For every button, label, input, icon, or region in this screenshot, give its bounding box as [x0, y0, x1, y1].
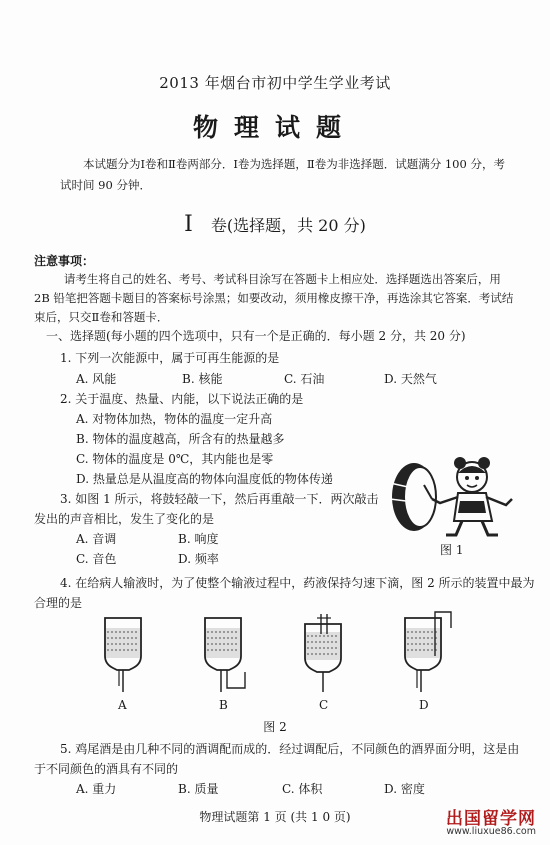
q2-option-b: B. 物体的温度越高，所含有的热量越多: [76, 432, 285, 446]
q5-option-b: B. 质量: [178, 782, 219, 796]
q3-stem-line1: 3. 如图 1 所示，将鼓轻敲一下，然后再重敲一下．两次敲击: [60, 492, 379, 506]
section-subtitle: 卷(选择题，共 20 分): [210, 216, 366, 235]
q1-option-c: C. 石油: [284, 372, 325, 386]
q2-stem: 2. 关于温度、热量、内能，以下说法正确的是: [60, 392, 304, 406]
q5-option-c: C. 体积: [282, 782, 323, 796]
q2-option-a: A. 对物体加热，物体的温度一定升高: [76, 412, 273, 426]
figure-1-drum-illustration: [380, 455, 520, 540]
q3-option-c: C. 音色: [76, 552, 117, 566]
notice-text: 请考生将自己的姓名、考号、考试科目涂写在答题卡上相应处．选择题选出答案后，用 2B 铅笔把答题卡题目的答案标号涂黑；如要改动，须用橡皮擦干净，再选涂其它答案．考试结束后，只交Ⅱ卷和答题卡．: [34, 272, 514, 324]
q5-stem-line1: 5. 鸡尾酒是由几种不同的酒调配而成的．经过调配后，不同颜色的酒界面分明，这是由: [60, 742, 520, 756]
q1-stem: 1. 下列一次能源中，属于可再生能源的是: [60, 351, 280, 365]
figure-2-label-c: C: [319, 698, 329, 712]
watermark-url: www.liuxue86.com: [446, 826, 536, 837]
q3-option-b: B. 响度: [178, 532, 219, 546]
q5-stem-line2: 于不同颜色的酒具有不同的: [34, 762, 179, 776]
figure-1-caption: 图 1: [440, 543, 464, 557]
q1-option-d: D. 天然气: [384, 372, 437, 386]
figure-2-label-a: A: [118, 698, 127, 712]
q5-option-d: D. 密度: [384, 782, 425, 796]
paper-title: 物理试题: [192, 113, 357, 142]
q1-option-b: B. 核能: [182, 372, 223, 386]
bottle-d-diagram: [405, 612, 451, 692]
page-footer: 物理试题第 1 页 (共 1 0 页): [199, 810, 351, 824]
part-one-heading: 一、选择题(每小题的四个选项中，只有一个是正确的．每小题 2 分，共 20 分): [46, 329, 466, 343]
q5-option-a: A. 重力: [76, 782, 117, 796]
bottle-a-diagram: [105, 618, 141, 692]
figure-2-iv-bottles: [95, 612, 475, 694]
bottle-c-diagram: [305, 614, 341, 692]
q3-option-d: D. 频率: [178, 552, 219, 566]
q4-stem-line2: 合理的是: [34, 596, 83, 610]
q2-option-d: D. 热量总是从温度高的物体向温度低的物体传递: [76, 472, 333, 486]
q2-option-c: C. 物体的温度是 0℃，其内能也是零: [76, 452, 274, 466]
q3-option-a: A. 音调: [76, 532, 117, 546]
bottle-b-diagram: [205, 618, 245, 692]
section-roman: Ⅰ: [184, 212, 193, 237]
exam-intro: 本试题分为Ⅰ卷和Ⅱ卷两部分．Ⅰ卷为选择题，Ⅱ卷为非选择题．试题满分 100 分，考试时间 90 分钟．: [60, 157, 505, 192]
q1-option-a: A. 风能: [76, 372, 117, 386]
notice-heading: 注意事项：: [34, 254, 95, 268]
exam-title: 2013 年烟台市初中学生学业考试: [159, 74, 391, 92]
q4-stem-line1: 4. 在给病人输液时，为了使整个输液过程中，药液保持匀速下滴，图 2 所示的装置中最为: [60, 576, 535, 590]
section-title: [0, 212, 550, 237]
watermark-brand: 出国留学网: [446, 809, 536, 829]
q3-stem-line2: 发出的声音相比，发生了变化的是: [34, 512, 215, 526]
figure-2-caption: 图 2: [263, 720, 287, 734]
figure-2-label-d: D: [419, 698, 429, 712]
figure-2-label-b: B: [219, 698, 228, 712]
